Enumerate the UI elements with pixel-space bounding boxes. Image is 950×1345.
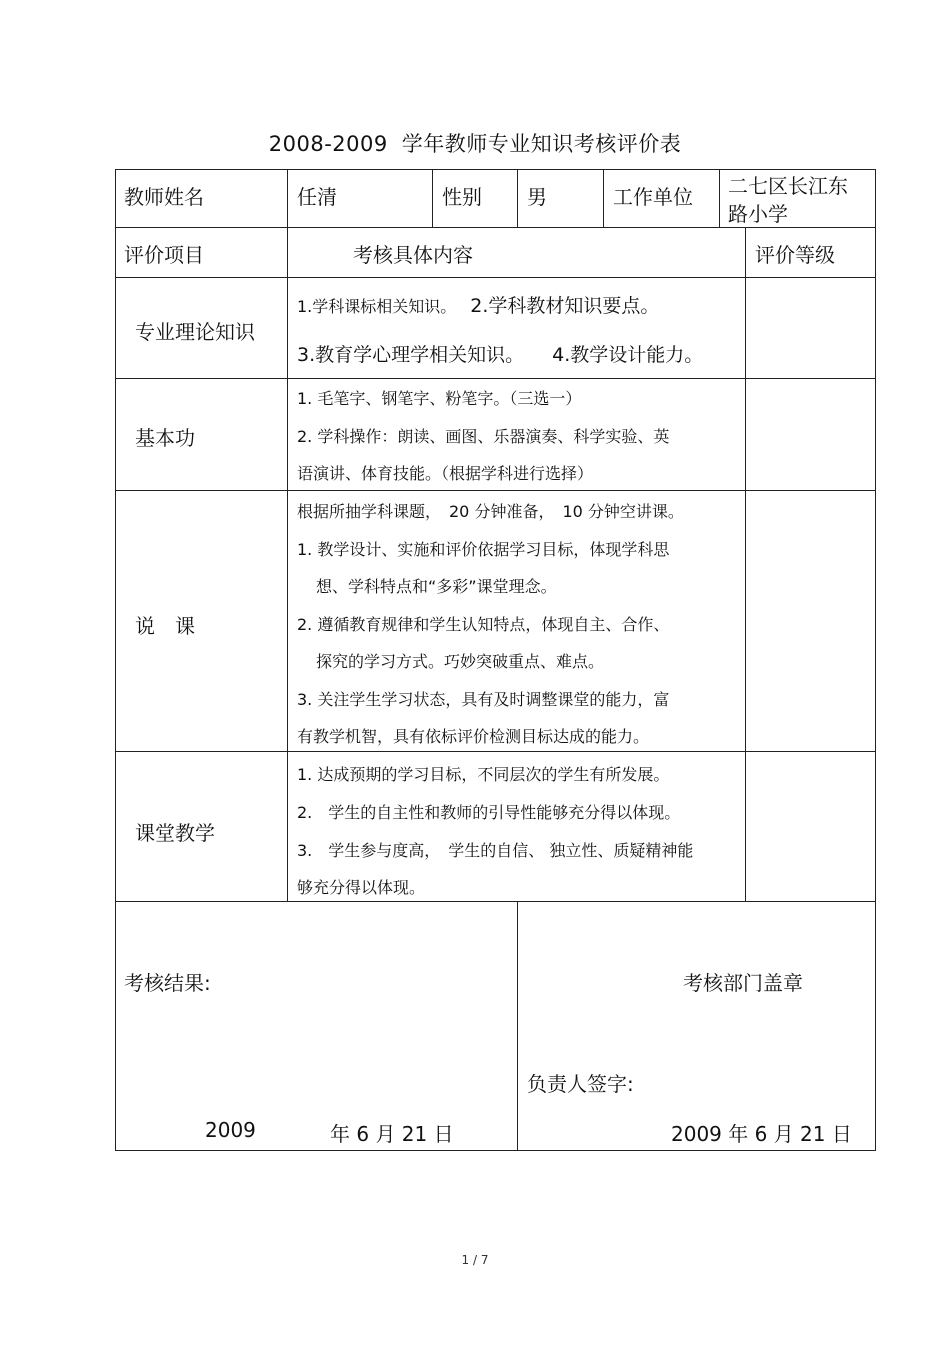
content-line: 想、学科特点和“多彩”课堂理念。 (316, 577, 557, 596)
content-line: 3. 学生参与度高， 学生的自信、 独立性、质疑精神能 (297, 841, 694, 860)
content-line: 够充分得以体现。 (297, 878, 426, 897)
document-title (0, 128, 950, 158)
column-divider (432, 169, 433, 227)
assessment-result-label: 考核结果: (124, 971, 211, 995)
left-date-year: 2009 (205, 1118, 256, 1142)
content-line: 探究的学习方式。巧妙突破重点、难点。 (316, 652, 605, 671)
evaluation-item-header: 评价项目 (124, 243, 204, 267)
content-line: 2. 学生的自主性和教师的引导性能够充分得以体现。 (297, 803, 681, 822)
left-date-rest: 年 6 月 21 日 (330, 1122, 454, 1146)
department-stamp-label: 考核部门盖章 (683, 971, 803, 995)
row-divider (115, 227, 875, 228)
right-date: 2009 年 6 月 21 日 (671, 1122, 852, 1146)
content-line: 语演讲、体育技能。（根据学科进行选择） (297, 464, 594, 483)
work-unit-value-line2: 路小学 (728, 202, 788, 226)
row-divider (115, 490, 875, 491)
teacher-name-label: 教师姓名 (124, 185, 204, 209)
content-line: 1. 教学设计、实施和评价依据学习目标，体现学科思 (297, 540, 670, 559)
row-item-label: 课堂教学 (135, 821, 215, 845)
row-item-label: 专业理论知识 (135, 320, 255, 344)
work-unit-label: 工作单位 (613, 185, 693, 209)
signer-label: 负责人签字: (527, 1072, 634, 1096)
grade-header: 评价等级 (755, 243, 835, 267)
table-border-right (875, 169, 876, 1151)
content-line: 3. 关注学生学习状态，具有及时调整课堂的能力，富 (297, 690, 670, 709)
title-text: 学年教师专业知识考核评价表 (401, 132, 682, 156)
table-border-left (115, 169, 116, 1151)
row-item-label: 基本功 (135, 426, 195, 450)
row-item-label: 说 课 (135, 614, 195, 638)
column-divider (287, 169, 288, 901)
gender-value: 男 (527, 185, 547, 209)
content-line: 有教学机智，具有依标评价检测目标达成的能力。 (297, 727, 650, 746)
title-year: 2008-2009 (268, 132, 388, 156)
content-line: 根据所抽学科课题， 20 分钟准备， 10 分钟空讲课。 (297, 502, 684, 521)
row-divider (115, 751, 875, 752)
column-divider (517, 169, 518, 227)
column-divider (603, 169, 604, 227)
teacher-name-value: 任清 (297, 185, 337, 209)
column-divider (745, 227, 746, 901)
column-divider (517, 901, 518, 1150)
content-line: 3.教育学心理学相关知识。 4.教学设计能力。 (297, 344, 704, 366)
gender-label: 性别 (442, 185, 482, 209)
content-line: 1. 毛笔字、钢笔字、粉笔字。（三选一） (297, 389, 582, 408)
row-divider (115, 277, 875, 278)
table-border-bottom (115, 1150, 875, 1151)
content-header: 考核具体内容 (353, 243, 473, 267)
content-line: 2. 学科操作：朗读、画图、乐器演奏、科学实验、英 (297, 427, 670, 446)
content-line: 1. 达成预期的学习目标，不同层次的学生有所发展。 (297, 765, 670, 784)
content-line: 2. 遵循教育规律和学生认知特点，体现自主、合作、 (297, 615, 670, 634)
row-divider (115, 378, 875, 379)
content-line: 1.学科课标相关知识。 2.学科教材知识要点。 (297, 295, 660, 317)
row-divider (115, 901, 875, 902)
work-unit-value-line1: 二七区长江东 (728, 174, 848, 198)
column-divider (719, 169, 720, 227)
page-number: 1 / 7 (461, 1253, 489, 1267)
